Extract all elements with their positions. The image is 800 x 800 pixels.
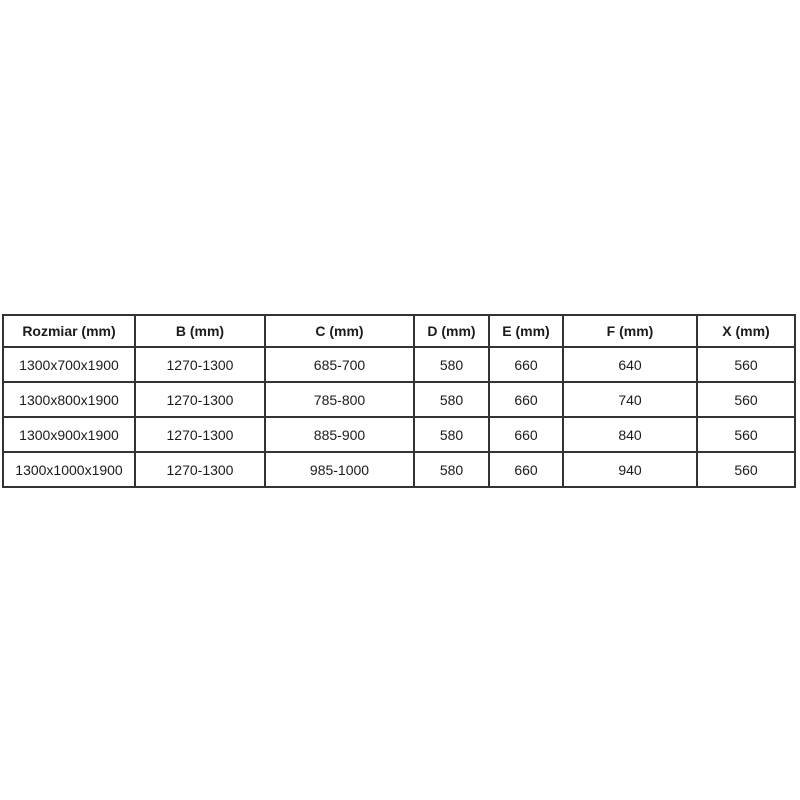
cell-d: 580: [414, 347, 489, 382]
cell-d: 580: [414, 382, 489, 417]
cell-c: 885-900: [265, 417, 414, 452]
column-header-e: E (mm): [489, 315, 563, 347]
table-row: [3, 347, 795, 382]
cell-f: 740: [563, 382, 697, 417]
table-row: [3, 452, 795, 487]
cell-f: 840: [563, 417, 697, 452]
cell-f: 940: [563, 452, 697, 487]
cell-f: 640: [563, 347, 697, 382]
cell-c: 785-800: [265, 382, 414, 417]
cell-d: 580: [414, 452, 489, 487]
cell-c: 985-1000: [265, 452, 414, 487]
table-row: [3, 417, 795, 452]
cell-rozmiar: 1300x900x1900: [3, 417, 135, 452]
column-header-rozmiar: Rozmiar (mm): [3, 315, 135, 347]
cell-b: 1270-1300: [135, 452, 265, 487]
cell-rozmiar: 1300x800x1900: [3, 382, 135, 417]
cell-x: 560: [697, 347, 795, 382]
cell-x: 560: [697, 417, 795, 452]
cell-rozmiar: 1300x700x1900: [3, 347, 135, 382]
cell-e: 660: [489, 417, 563, 452]
cell-e: 660: [489, 347, 563, 382]
dimensions-table: [2, 314, 796, 488]
table-row: [3, 382, 795, 417]
dimensions-table-container: [2, 314, 795, 488]
cell-e: 660: [489, 452, 563, 487]
column-header-d: D (mm): [414, 315, 489, 347]
cell-c: 685-700: [265, 347, 414, 382]
cell-b: 1270-1300: [135, 347, 265, 382]
column-header-c: C (mm): [265, 315, 414, 347]
cell-e: 660: [489, 382, 563, 417]
header-row: [3, 315, 795, 347]
cell-b: 1270-1300: [135, 417, 265, 452]
column-header-x: X (mm): [697, 315, 795, 347]
cell-b: 1270-1300: [135, 382, 265, 417]
cell-x: 560: [697, 382, 795, 417]
column-header-f: F (mm): [563, 315, 697, 347]
column-header-b: B (mm): [135, 315, 265, 347]
cell-rozmiar: 1300x1000x1900: [3, 452, 135, 487]
cell-d: 580: [414, 417, 489, 452]
cell-x: 560: [697, 452, 795, 487]
